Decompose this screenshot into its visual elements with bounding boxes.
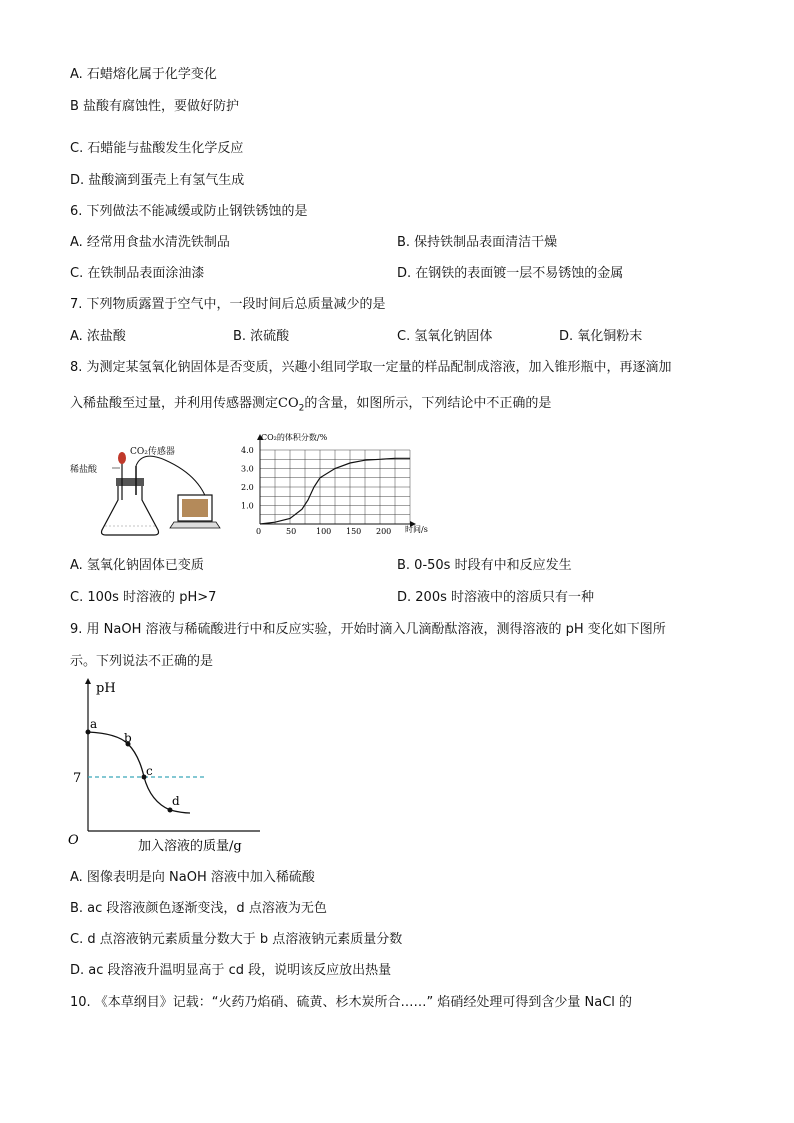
q9-stem-line1: 9. 用 NaOH 溶液与稀硫酸进行中和反应实验，开始时滴入几滴酚酞溶液，测得溶液的 pH 变化如下图所 xyxy=(70,622,666,637)
co2-y-tick-label: 4.0 xyxy=(241,446,254,455)
q7-option-c: C. 氢氧化钠固体 xyxy=(397,329,493,344)
ph-y-label: pH xyxy=(96,681,116,696)
q8-option-a: A. 氢氧化钠固体已变质 xyxy=(70,558,204,573)
sensor-label: CO₂传感器 xyxy=(130,447,175,457)
co2-y-tick-label: 2.0 xyxy=(241,483,254,492)
q5-option-b: B 盐酸有腐蚀性，要做好防护 xyxy=(70,99,240,114)
q9-option-b: B. ac 段溶液颜色逐渐变浅，d 点溶液为无色 xyxy=(70,901,327,916)
q9-stem-line2: 示。下列说法不正确的是 xyxy=(70,654,214,669)
co2-y-tick-label: 3.0 xyxy=(241,464,254,474)
q7-stem: 7. 下列物质露置于空气中，一段时间后总质量减少的是 xyxy=(70,297,386,312)
q10-stem: 10. 《本草纲目》记载：“火药乃焰硝、硫黄、杉木炭所合……” 焰硝经处理可得到含少量 NaCl 的 xyxy=(70,995,633,1010)
q8-option-b: B. 0-50s 时段有中和反应发生 xyxy=(397,558,572,573)
q6-option-a: A. 经常用食盐水清洗铁制品 xyxy=(70,235,230,250)
ph-point-d-label: d xyxy=(172,794,180,808)
q6-option-d: D. 在钢铁的表面镀一层不易锈蚀的金属 xyxy=(397,266,624,281)
co2-x-tick-label: 200 xyxy=(376,527,392,536)
ph-point-a-label: a xyxy=(90,717,98,731)
q9-option-c: C. d 点溶液钠元素质量分数大于 b 点溶液钠元素质量分数 xyxy=(70,932,403,947)
ph-point-c-label: c xyxy=(146,764,153,778)
co2-x-tick-label: 100 xyxy=(316,527,332,536)
ph-origin-label: O xyxy=(68,833,79,848)
q5-option-a: A. 石蜡熔化属于化学变化 xyxy=(70,67,217,82)
ph-seven-label: 7 xyxy=(73,771,82,786)
q7-option-d: D. 氧化铜粉末 xyxy=(559,329,643,344)
q6-stem: 6. 下列做法不能减缓或防止钢铁锈蚀的是 xyxy=(70,204,308,219)
q8-stem-pre: 入稀盐酸至过量，并利用传感器测定 xyxy=(70,396,279,411)
ph-point-d xyxy=(168,808,173,813)
co2-y-tick-label: 1.0 xyxy=(241,501,254,511)
q6-option-c: C. 在铁制品表面涂油漆 xyxy=(70,266,205,281)
q8-stem-co: CO xyxy=(278,396,299,411)
ph-x-label: 加入溶液的质量/g xyxy=(138,839,242,854)
q8-stem-line2 xyxy=(70,395,551,418)
q8-stem-line1: 8. 为测定某氢氧化钠固体是否变质，兴趣小组同学取一定量的样品配制成溶液，加入锥形瓶中，再逐滴加 xyxy=(70,360,672,375)
q8-stem-post: 的含量，如图所示，下列结论中不正确的是 xyxy=(304,396,552,411)
co2-x-tick-label: 0 xyxy=(256,527,262,536)
ph-chart xyxy=(60,676,280,856)
q5-option-c: C. 石蜡能与盐酸发生化学反应 xyxy=(70,141,244,156)
co2-x-tick-label: 150 xyxy=(346,527,362,536)
q5-option-d: D. 盐酸滴到蛋壳上有氢气生成 xyxy=(70,173,245,188)
co2-x-tick-label: 50 xyxy=(286,527,297,536)
co2-chart-title: CO₂的体积分数/% xyxy=(261,433,328,442)
co2-apparatus-diagram xyxy=(70,440,230,540)
q8-option-d: D. 200s 时溶液中的溶质只有一种 xyxy=(397,590,594,605)
co2-chart xyxy=(235,428,435,546)
q7-option-a: A. 浓盐酸 xyxy=(70,329,126,344)
q9-option-d: D. ac 段溶液升温明显高于 cd 段，说明该反应放出热量 xyxy=(70,963,392,978)
co2-chart-xlabel: 时间/s xyxy=(405,525,428,534)
acid-label: 稀盐酸 xyxy=(70,465,98,475)
q7-option-b: B. 浓硫酸 xyxy=(233,329,290,344)
ph-point-b-label: b xyxy=(124,731,132,745)
q8-stem-sub: 2 xyxy=(298,403,305,414)
q8-option-c: C. 100s 时溶液的 pH>7 xyxy=(70,590,217,605)
q6-option-b: B. 保持铁制品表面清洁干燥 xyxy=(397,235,558,250)
q9-option-a: A. 图像表明是向 NaOH 溶液中加入稀硫酸 xyxy=(70,870,315,885)
